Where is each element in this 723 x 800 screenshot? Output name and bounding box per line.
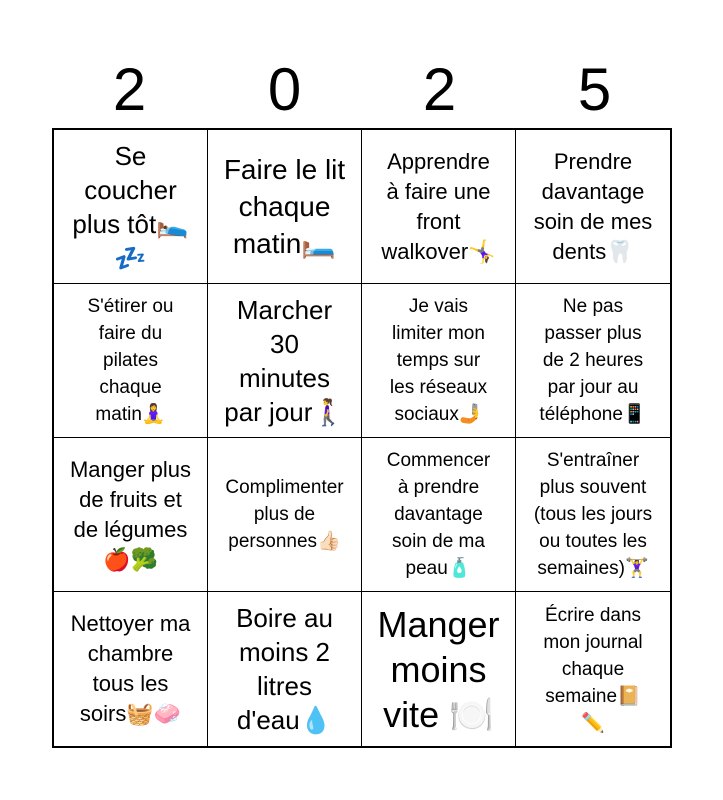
cell-text: Commencer à prendre davantage soin de ma peau🧴 bbox=[386, 450, 491, 579]
cell-text: Écrire dans mon journal chaque semaine📔 ✏️ bbox=[543, 604, 643, 734]
cell-text: Prendre davantage soin de mes dents🦷 bbox=[533, 148, 653, 264]
bingo-cell[interactable] bbox=[208, 592, 362, 746]
cell-text: Se coucher plus tôt🛌 💤 bbox=[72, 140, 189, 273]
bingo-cell[interactable] bbox=[516, 130, 670, 284]
cell-text: Boire au moins 2 litres d'eau💧 bbox=[236, 603, 333, 735]
header-digit: 0 bbox=[267, 56, 302, 123]
header-digit: 5 bbox=[577, 56, 612, 123]
cell-text: S'étirer ou faire du pilates chaque matin🧘‍♀️ bbox=[87, 296, 174, 425]
bingo-cell[interactable] bbox=[208, 130, 362, 284]
bingo-cell[interactable] bbox=[362, 284, 516, 438]
bingo-cell[interactable] bbox=[54, 284, 208, 438]
cell-text: Faire le lit chaque matin🛏️ bbox=[223, 154, 346, 259]
header-digit: 2 bbox=[112, 56, 147, 123]
bingo-header bbox=[52, 52, 672, 128]
cell-text: Nettoyer ma chambre tous les soirs🧺🧼 bbox=[70, 611, 191, 726]
bingo-cell[interactable] bbox=[54, 592, 208, 746]
bingo-cell[interactable] bbox=[362, 130, 516, 284]
cell-text: Manger plus de fruits et de légumes 🍎🥦 bbox=[69, 456, 192, 572]
bingo-cell[interactable] bbox=[516, 592, 670, 746]
header-digit: 2 bbox=[422, 56, 457, 123]
bingo-cell[interactable] bbox=[208, 438, 362, 592]
cell-text: Marcher 30 minutes par jour🚶‍♀️ bbox=[224, 294, 345, 427]
bingo-cell[interactable] bbox=[54, 438, 208, 592]
cell-text: Apprendre à faire une front walkover🤸‍♀️ bbox=[381, 148, 496, 264]
bingo-cell[interactable] bbox=[362, 438, 516, 592]
bingo-cell[interactable] bbox=[54, 130, 208, 284]
bingo-cell[interactable] bbox=[516, 284, 670, 438]
bingo-cell[interactable] bbox=[516, 438, 670, 592]
cell-text: Complimenter plus de personnes👍🏻 bbox=[225, 477, 344, 552]
cell-text: Ne pas passer plus de 2 heures par jour au téléphone📱 bbox=[539, 296, 647, 425]
bingo-cell[interactable] bbox=[362, 592, 516, 746]
bingo-cell[interactable] bbox=[208, 284, 362, 438]
cell-text: S'entraîner plus souvent (tous les jours ou toutes les semaines)🏋️‍♀️ bbox=[533, 450, 653, 579]
bingo-grid bbox=[52, 128, 672, 748]
cell-text: Je vais limiter mon temps sur les réseaux sociaux🤳 bbox=[389, 296, 488, 425]
cell-text: Manger moins vite 🍽️ bbox=[377, 603, 500, 735]
